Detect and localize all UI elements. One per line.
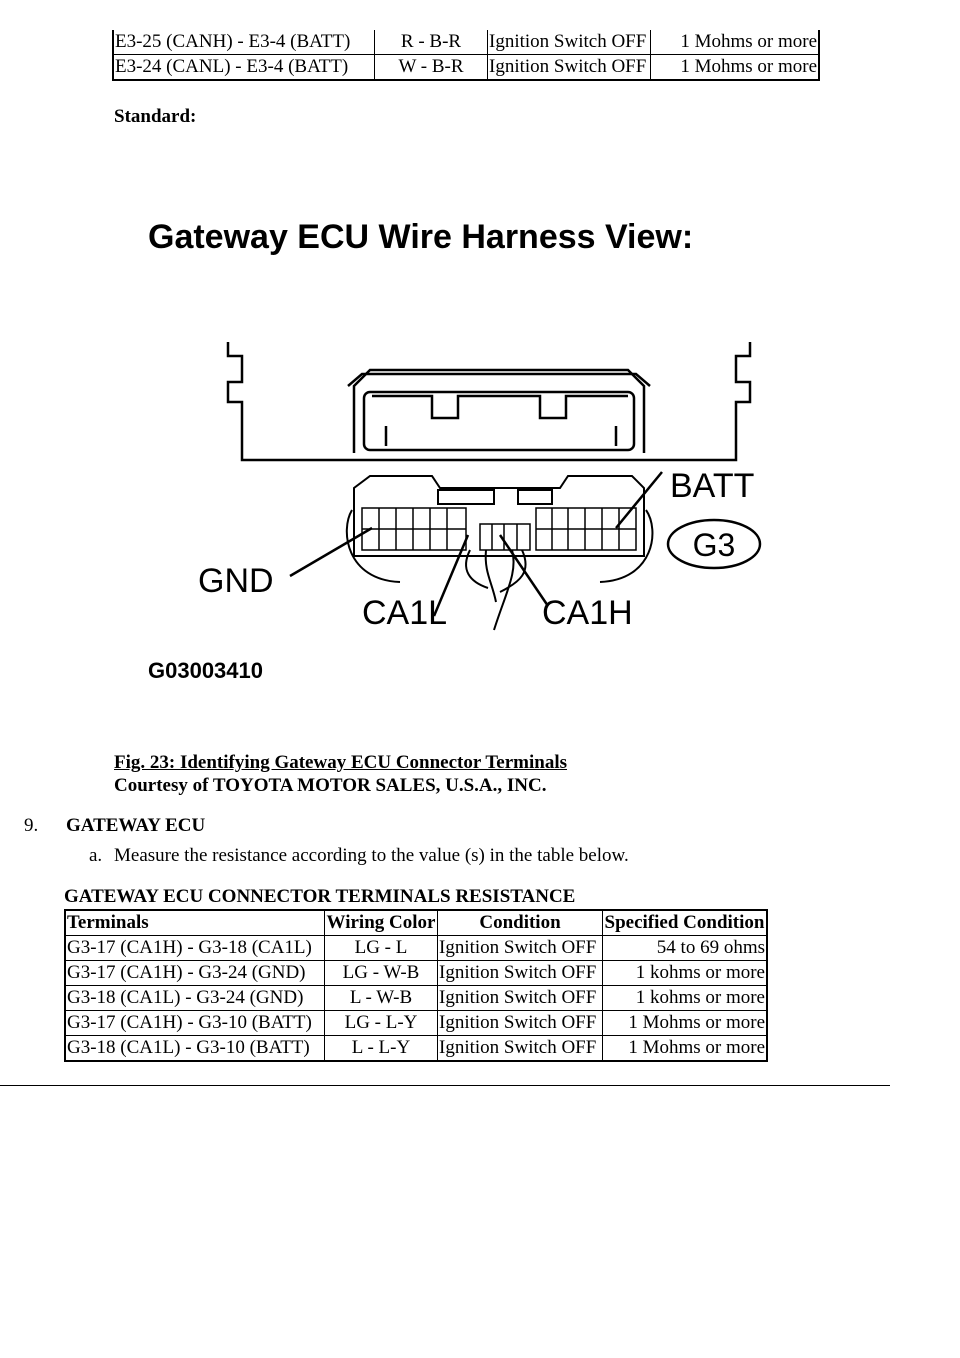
header-terminals: Terminals: [65, 910, 325, 936]
condition-cell: Ignition Switch OFF: [438, 961, 603, 986]
wiring-color-cell: L - L-Y: [325, 1036, 438, 1062]
ca1h-label: CA1H: [542, 594, 633, 632]
substep-letter: a.: [89, 845, 103, 866]
terminals-cell: G3-18 (CA1L) - G3-10 (BATT): [65, 1036, 325, 1062]
table-title: GATEWAY ECU CONNECTOR TERMINALS RESISTANCE: [64, 886, 576, 907]
table-row: [65, 1011, 767, 1036]
gateway-ecu-harness-figure: [140, 210, 780, 700]
wiring-color-cell: LG - L-Y: [325, 1011, 438, 1036]
table-row: [65, 961, 767, 986]
wiring-color-cell: LG - L: [325, 936, 438, 961]
condition-cell: Ignition Switch OFF: [438, 1011, 603, 1036]
wiring-color-cell: R - B-R: [375, 30, 488, 55]
step-number: 9.: [24, 815, 39, 836]
terminal-grid: [362, 508, 636, 550]
resistance-table-continued: [112, 30, 820, 81]
wire-bundle: [466, 550, 526, 630]
table-row: [113, 55, 819, 81]
harness-housing: [228, 342, 750, 460]
terminals-cell: G3-18 (CA1L) - G3-24 (GND): [65, 986, 325, 1011]
g3-label: G3: [692, 527, 736, 563]
figure-code: G03003410: [148, 658, 263, 683]
specified-condition-cell: 1 kohms or more: [603, 961, 768, 986]
batt-label: BATT: [670, 467, 755, 505]
connector-resistance-table: [64, 909, 768, 1062]
table-row: [65, 986, 767, 1011]
condition-cell: Ignition Switch OFF: [488, 30, 651, 55]
ca1l-label: CA1L: [362, 594, 448, 632]
upper-connector: [348, 370, 650, 453]
specified-condition-cell: 1 Mohms or more: [603, 1011, 768, 1036]
substep-text: Measure the resistance according to the value (s) in the table below.: [114, 845, 629, 866]
figure-caption: Fig. 23: Identifying Gateway ECU Connector Terminals: [114, 752, 568, 773]
wiring-color-cell: W - B-R: [375, 55, 488, 81]
figure-heading: Gateway ECU Wire Harness View:: [148, 218, 694, 256]
terminals-cell: G3-17 (CA1H) - G3-18 (CA1L): [65, 936, 325, 961]
terminals-cell: G3-17 (CA1H) - G3-24 (GND): [65, 961, 325, 986]
table-row: [113, 30, 819, 55]
footer-divider: [0, 1085, 890, 1086]
terminals-cell: E3-25 (CANH) - E3-4 (BATT): [113, 30, 375, 55]
terminals-cell: E3-24 (CANL) - E3-4 (BATT): [113, 55, 375, 81]
table-header-row: [65, 910, 767, 936]
table-row: [65, 1036, 767, 1062]
specified-condition-cell: 1 Mohms or more: [603, 1036, 768, 1062]
specified-condition-cell: 54 to 69 ohms: [603, 936, 768, 961]
condition-cell: Ignition Switch OFF: [438, 986, 603, 1011]
header-specified-condition: Specified Condition: [603, 910, 768, 936]
terminals-cell: G3-17 (CA1H) - G3-10 (BATT): [65, 1011, 325, 1036]
wiring-color-cell: LG - W-B: [325, 961, 438, 986]
figure-courtesy: Courtesy of TOYOTA MOTOR SALES, U.S.A., INC.: [114, 775, 547, 796]
wiring-color-cell: L - W-B: [325, 986, 438, 1011]
condition-cell: Ignition Switch OFF: [488, 55, 651, 81]
table-row: [65, 936, 767, 961]
header-wiring-color: Wiring Color: [325, 910, 438, 936]
specified-condition-cell: 1 kohms or more: [603, 986, 768, 1011]
condition-cell: Ignition Switch OFF: [438, 1036, 603, 1062]
condition-cell: Ignition Switch OFF: [438, 936, 603, 961]
specified-condition-cell: 1 Mohms or more: [651, 55, 820, 81]
step-title: GATEWAY ECU: [66, 815, 206, 836]
standard-label: Standard:: [114, 106, 197, 127]
gnd-label: GND: [198, 562, 274, 600]
header-condition: Condition: [438, 910, 603, 936]
specified-condition-cell: 1 Mohms or more: [651, 30, 820, 55]
